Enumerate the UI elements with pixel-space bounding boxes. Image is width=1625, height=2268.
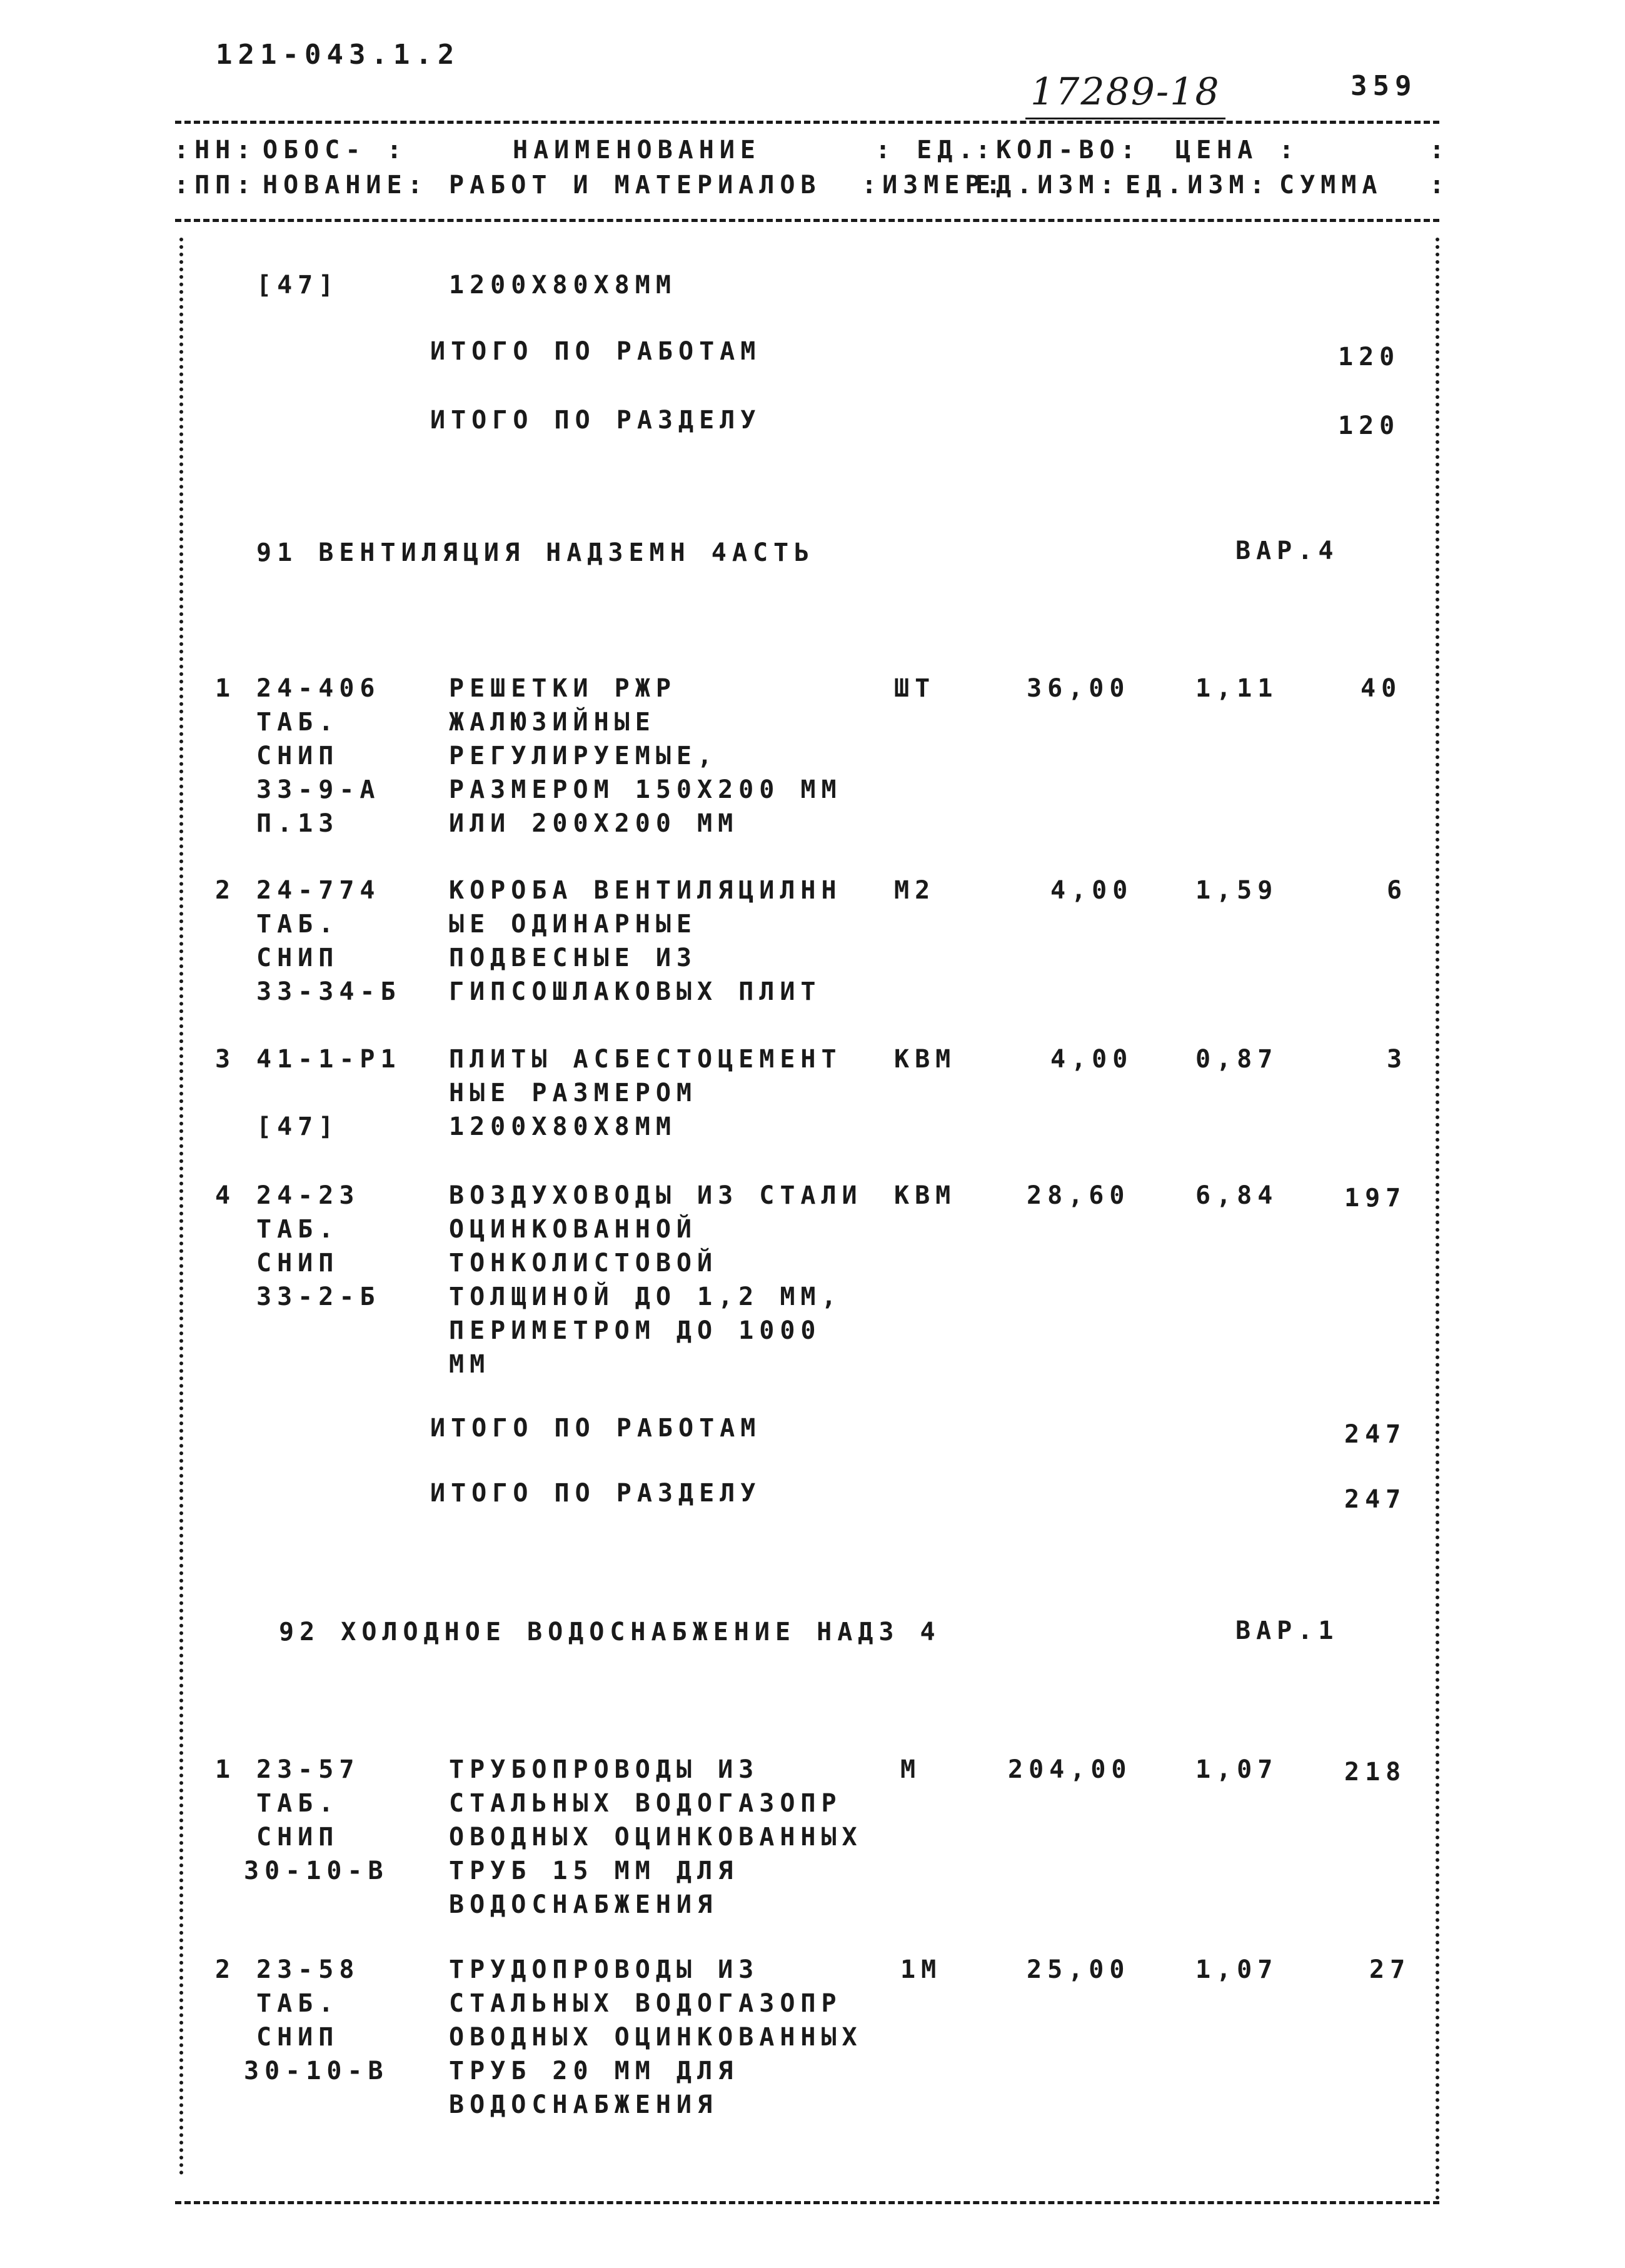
header-col-name: РАБОТ И МАТЕРИАЛОВ xyxy=(449,171,822,199)
item-name: ВОДОСНАБЖЕНИЯ xyxy=(449,1890,718,1919)
total-section-label: ИТОГО ПО РАЗДЕЛУ xyxy=(430,1479,762,1508)
item-name: НЫЕ РАЗМЕРОМ xyxy=(449,1079,697,1107)
header-col-basis: ОБОС- : xyxy=(263,136,408,164)
item-code: СНИП xyxy=(256,742,340,770)
header-col-price: ЕД.ИЗМ: xyxy=(1125,171,1270,199)
item-quantity: 28,60 xyxy=(1027,1181,1130,1210)
table-right-border xyxy=(1436,238,1439,2201)
section-variant: ВАР.4 xyxy=(1235,537,1339,565)
item-code: ТАБ. xyxy=(256,708,340,737)
header-col-basis: НОВАНИЕ: xyxy=(263,171,428,199)
page-number: 359 xyxy=(1351,70,1417,102)
item-code: СНИП xyxy=(256,944,340,972)
item-price: 1,07 xyxy=(1195,1755,1279,1784)
total-section-value: 247 xyxy=(1344,1485,1407,1514)
item-code: 30-10-В xyxy=(244,1857,389,1885)
item-number: 1 xyxy=(215,674,236,703)
item-name: ВОЗДУХОВОДЫ ИЗ СТАЛИ xyxy=(449,1181,863,1210)
header-col-name: НАИМЕНОВАНИЕ xyxy=(513,136,761,164)
item-code: ТАБ. xyxy=(256,1789,340,1818)
header-col-qty: :КОЛ-ВО: xyxy=(975,136,1141,164)
document-code: 121-043.1.2 xyxy=(216,39,460,71)
item-price: 1,11 xyxy=(1195,674,1279,703)
item-code: [47] xyxy=(256,271,340,300)
item-name: РЕШЕТКИ РЖР xyxy=(449,674,677,703)
total-works-value: 247 xyxy=(1344,1420,1407,1449)
header-bottom-border xyxy=(175,219,1439,222)
item-quantity: 4,00 xyxy=(1050,876,1134,905)
item-name: ПЛИТЫ АСБЕСТОЦЕМЕНТ xyxy=(449,1045,842,1074)
handwritten-registration-number: 17289-18 xyxy=(1030,70,1220,114)
item-price: 1,07 xyxy=(1195,1955,1279,1984)
item-unit: 1М xyxy=(900,1955,942,1984)
item-code: ТАБ. xyxy=(256,1215,340,1244)
item-name: ТРУБ 20 ММ ДЛЯ xyxy=(449,2057,739,2085)
item-name: ЖАЛЮЗИЙНЫЕ xyxy=(449,708,656,737)
header-col-num: :ПП: xyxy=(174,171,257,199)
item-sum: 40 xyxy=(1361,674,1402,703)
item-name: ММ xyxy=(449,1350,491,1379)
item-unit: М2 xyxy=(894,876,936,905)
item-code: 23-57 xyxy=(256,1755,360,1784)
header-end-mark: : xyxy=(1429,136,1451,164)
section-title: 91 ВЕНТИЛЯЦИЯ НАДЗЕМН 4АСТЬ xyxy=(256,538,815,567)
item-code: СНИП xyxy=(256,1823,340,1852)
item-name: СТАЛЬНЫХ ВОДОГАЗОПР xyxy=(449,1789,842,1818)
item-code: ТАБ. xyxy=(256,1989,340,2018)
total-works-label: ИТОГО ПО РАБОТАМ xyxy=(430,337,762,366)
section-variant: ВАР.1 xyxy=(1235,1616,1339,1645)
item-name: ОВОДНЫХ ОЦИНКОВАННЫХ xyxy=(449,2023,863,2052)
item-name: 1200Х80Х8ММ xyxy=(449,1112,677,1141)
item-unit: ШТ xyxy=(894,674,936,703)
item-name: ПЕРИМЕТРОМ ДО 1000 xyxy=(449,1316,822,1345)
item-quantity: 204,00 xyxy=(1008,1755,1132,1784)
total-section-value: 120 xyxy=(1338,411,1401,440)
item-name: 1200Х80Х8ММ xyxy=(449,271,677,300)
item-code: 24-774 xyxy=(256,876,381,905)
item-code: ТАБ. xyxy=(256,910,340,939)
total-works-label: ИТОГО ПО РАБОТАМ xyxy=(430,1414,762,1443)
total-works-value: 120 xyxy=(1338,343,1401,371)
item-code: 23-58 xyxy=(256,1955,360,1984)
item-name: ЫЕ ОДИНАРНЫЕ xyxy=(449,910,697,939)
item-number: 1 xyxy=(215,1755,236,1784)
item-code: 33-2-Б xyxy=(256,1283,381,1311)
item-name: ТРУБОПРОВОДЫ ИЗ xyxy=(449,1755,760,1784)
item-unit: М xyxy=(900,1755,922,1784)
item-name: ГИПСОШЛАКОВЫХ ПЛИТ xyxy=(449,977,822,1006)
item-quantity: 25,00 xyxy=(1027,1955,1130,1984)
item-name: ТРУБ 15 ММ ДЛЯ xyxy=(449,1857,739,1885)
item-code: [47] xyxy=(256,1112,340,1141)
item-number: 3 xyxy=(215,1045,236,1074)
item-unit: КВМ xyxy=(894,1181,957,1210)
item-price: 0,87 xyxy=(1195,1045,1279,1074)
item-sum: 6 xyxy=(1387,876,1408,905)
item-sum: 3 xyxy=(1387,1045,1408,1074)
header-end-mark: : xyxy=(1429,171,1451,199)
item-code: 41-1-Р1 xyxy=(256,1045,401,1074)
item-code: 24-23 xyxy=(256,1181,360,1210)
item-sum: 218 xyxy=(1344,1758,1407,1787)
header-col-num: :НН: xyxy=(174,136,257,164)
item-code: 30-10-В xyxy=(244,2057,389,2085)
item-number: 2 xyxy=(215,876,236,905)
section-title: 92 ХОЛОДНОЕ ВОДОСНАБЖЕНИЕ НАДЗ 4 xyxy=(279,1618,941,1646)
header-col-qty: ЕД.ИЗМ: xyxy=(975,171,1120,199)
item-code: 33-34-Б xyxy=(256,977,401,1006)
item-name: ОВОДНЫХ ОЦИНКОВАННЫХ xyxy=(449,1823,863,1852)
item-name: ТОЛЩИНОЙ ДО 1,2 ММ, xyxy=(449,1283,842,1311)
item-name: ТОНКОЛИСТОВОЙ xyxy=(449,1249,718,1278)
handwritten-underline xyxy=(1025,118,1225,119)
table-top-border xyxy=(175,121,1439,124)
item-quantity: 4,00 xyxy=(1050,1045,1134,1074)
item-number: 4 xyxy=(215,1181,236,1210)
total-section-label: ИТОГО ПО РАЗДЕЛУ xyxy=(430,406,762,435)
item-name: ТРУДОПРОВОДЫ ИЗ xyxy=(449,1955,760,1984)
item-name: РАЗМЕРОМ 150Х200 ММ xyxy=(449,775,842,804)
item-code: СНИП xyxy=(256,2023,340,2052)
item-name: КОРОБА ВЕНТИЛЯЦИЛНН xyxy=(449,876,842,905)
item-number: 2 xyxy=(215,1955,236,1984)
item-sum: 27 xyxy=(1369,1955,1411,1984)
item-name: РЕГУЛИРУЕМЫЕ, xyxy=(449,742,718,770)
item-code: П.13 xyxy=(256,809,340,838)
item-code: 33-9-А xyxy=(256,775,381,804)
item-name: ОЦИНКОВАННОЙ xyxy=(449,1215,697,1244)
item-unit: КВМ xyxy=(894,1045,957,1074)
item-name: СТАЛЬНЫХ ВОДОГАЗОПР xyxy=(449,1989,842,2018)
item-name: ИЛИ 200Х200 ММ xyxy=(449,809,739,838)
item-code: СНИП xyxy=(256,1249,340,1278)
header-col-price: ЦЕНА : xyxy=(1175,136,1300,164)
item-sum: 197 xyxy=(1344,1184,1407,1212)
header-col-unit: : ЕД. xyxy=(875,136,979,164)
header-col-unit: :ИЗМЕР: xyxy=(862,171,1007,199)
item-name: ВОДОСНАБЖЕНИЯ xyxy=(449,2090,718,2119)
item-price: 6,84 xyxy=(1195,1181,1279,1210)
item-name: ПОДВЕСНЫЕ ИЗ xyxy=(449,944,697,972)
item-code: 24-406 xyxy=(256,674,381,703)
table-left-border xyxy=(179,238,183,2176)
table-bottom-border xyxy=(175,2201,1439,2204)
header-col-sum: СУММА xyxy=(1279,171,1383,199)
item-quantity: 36,00 xyxy=(1027,674,1130,703)
item-price: 1,59 xyxy=(1195,876,1279,905)
